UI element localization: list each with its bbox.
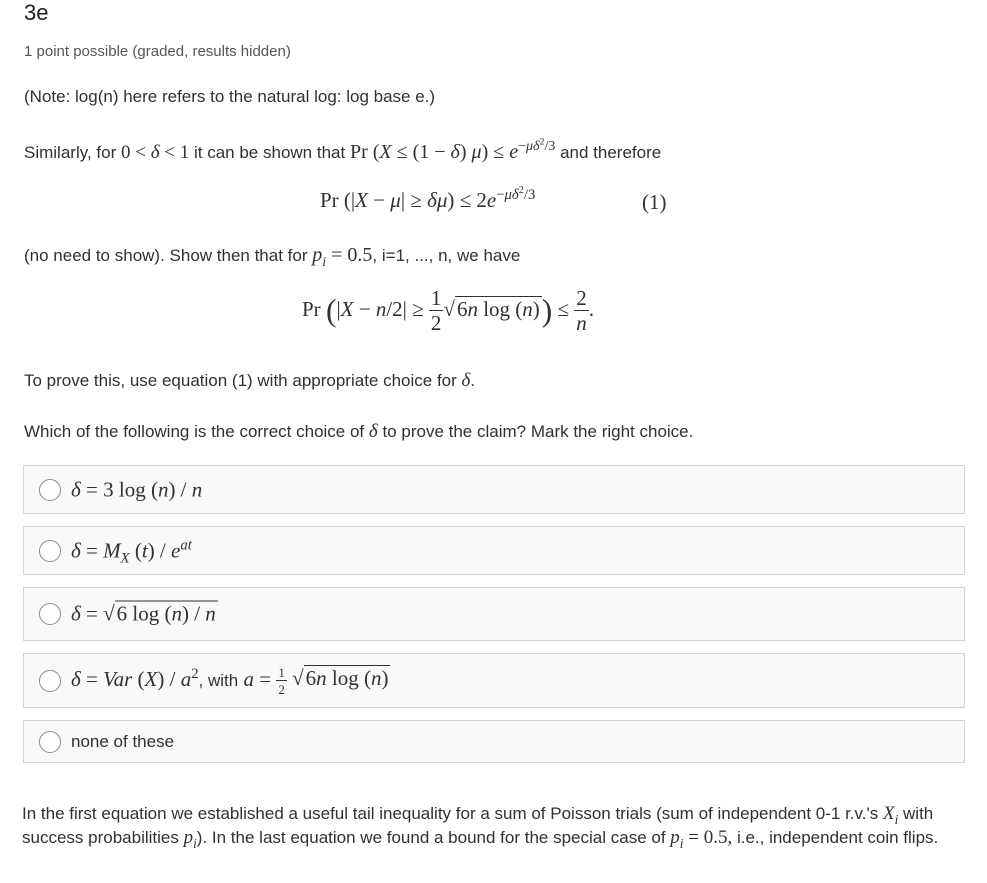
pi-value: $p_i = 0.5$ — [312, 244, 373, 270]
choice-option-3[interactable] — [23, 587, 965, 641]
statement-line: Similarly, for 0 < δ < 1 it can be shown that Pr (X ≤ (1 − δ) $\mu) \le e^{-\mu\delta^2/3}$ and therefore — [24, 136, 662, 163]
radio-button[interactable] — [39, 479, 61, 501]
choice-label: δ = √6 log (n) / n — [71, 601, 216, 626]
question-prompt: Which of the following is the correct choice of δ to prove the claim? Mark the right choice. — [24, 421, 694, 442]
choice-option-1[interactable] — [23, 465, 965, 514]
equation-claim: Pr (|X − n/2| ≥ $\frac{1}{2}$ √6n log (n)) ≤ $\frac{2}{n}$ . — [302, 286, 595, 335]
choice-label: none of these — [71, 731, 175, 751]
choice-option-5[interactable] — [23, 720, 965, 763]
choice-label: $\delta = M_X$ $(t) / e^{at}$ — [71, 537, 192, 567]
radio-button[interactable] — [39, 603, 61, 625]
radio-button[interactable] — [39, 540, 61, 562]
delta-condition: 0 < δ < 1 — [120, 142, 190, 163]
points-info: 1 point possible (graded, results hidden) — [24, 43, 291, 60]
explanation-text: In the first equation we established a useful tail inequality for a sum of Poisson trials (sum of independent 0-1 r.v.'s $X_i$ with success probabilities $p_i$). In the last equation we found a bound for the special case of $p_i = 0.5$, i.e., independent coin flips. — [22, 803, 939, 851]
chernoff-lower-bound: Pr (X ≤ (1 − δ) $\mu) \le e^{-\mu\delta^2/3}$ — [349, 136, 556, 163]
choice-option-4[interactable] — [23, 653, 965, 708]
choice-label: δ = Var $(X) / a^2$, with a = $\frac{1}{2}$ √6n log (n) — [71, 664, 389, 697]
equation-1-label: (1) — [642, 190, 667, 214]
equation-1: Pr $(|X - \mu| \ge \delta\mu) \le 2e^{-\mu\delta^2/3}$ — [320, 185, 536, 212]
choice-option-2[interactable] — [23, 526, 965, 575]
statement-line-2: (no need to show). Show then that for $p_i = 0.5$, i=1, ..., n, we have — [24, 244, 521, 270]
choice-label: δ = 3 log (n) / n — [71, 477, 203, 501]
problem-title: 3e — [24, 0, 49, 25]
prove-hint: To prove this, use equation (1) with appropriate choice for δ. — [24, 370, 476, 391]
radio-button[interactable] — [39, 731, 61, 753]
radio-button[interactable] — [39, 670, 61, 692]
note-text: (Note: log(n) here refers to the natural log: log base e.) — [24, 87, 436, 106]
